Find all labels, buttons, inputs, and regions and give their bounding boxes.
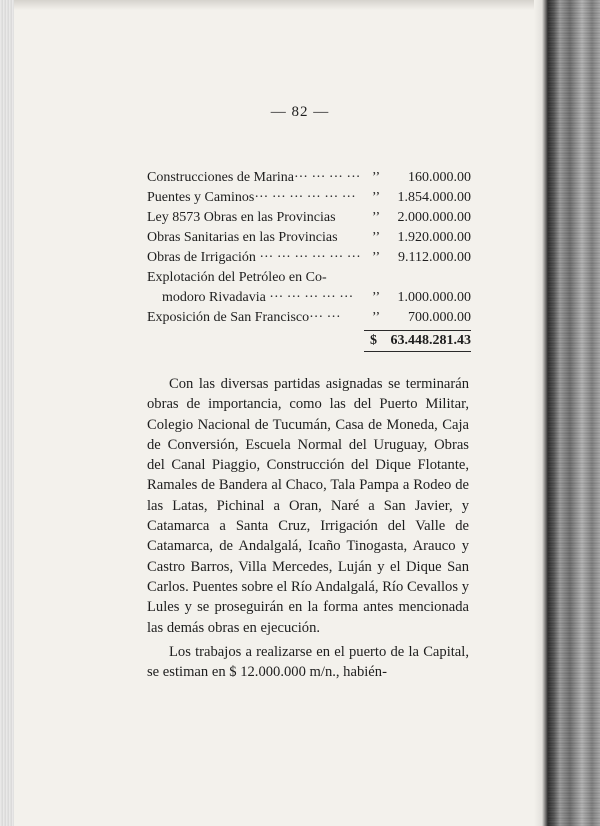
- total-rule-top: [364, 330, 471, 331]
- ledger-ditto-mark: ’’: [371, 190, 381, 205]
- scan-right-texture: [548, 0, 600, 826]
- ledger-ditto-mark: ’’: [371, 230, 381, 245]
- ledger-label: modoro Rivadavia ··· ··· ··· ··· ···: [162, 290, 354, 305]
- ledger-label: Explotación del Petróleo en Co-: [147, 270, 327, 285]
- ledger-row: [147, 268, 471, 288]
- ledger-row: [147, 208, 471, 228]
- scan-top-edge: [14, 0, 534, 10]
- ledger-label: Exposición de San Francisco··· ···: [147, 310, 341, 325]
- ledger-label: Obras de Irrigación ··· ··· ··· ··· ··· ···: [147, 250, 361, 265]
- body-text: [147, 374, 469, 686]
- ledger-amount: 9.112.000.00: [398, 250, 471, 265]
- ledger-ditto-mark: ’’: [371, 170, 381, 185]
- ledger-row: [147, 228, 471, 248]
- total-rule-bottom: [364, 351, 471, 352]
- ledger-label: Construcciones de Marina··· ··· ··· ···: [147, 170, 361, 185]
- ledger-row: [147, 288, 471, 308]
- ledger-row: [147, 308, 471, 328]
- scan-left-edge: [0, 0, 14, 826]
- ledger-row: [147, 188, 471, 208]
- ledger-label: Ley 8573 Obras en las Provincias: [147, 210, 336, 225]
- ledger-amount: 1.000.000.00: [397, 290, 471, 305]
- paragraph: Con las diversas partidas asignadas se terminarán obras de importancia, como las del Puerto Militar, Colegio Nacional de Tucumán, Casa de Moneda, Caja de Conversión, Escuela Normal del Uruguay, Obras del Canal Piaggio, Construcción del Dique Flotante, Ramales de Bandera al Chaco, Tala Pampa a Rodeo de las Latas, Pichinal a Oran, Naré a San Javier, y Catamarca a Santa Cruz, Irrigación del Valle de Catamarca, de Andalgalá, Icaño Tinogasta, Arauco y Castro Barros, Villa Mercedes, Luján y el Dique San Carlos. Puentes sobre el Río Andalgalá, Río Cevallos y Lules y se proseguirán en la forma antes mencionada las demás obras en ejecución.: [147, 376, 469, 636]
- budget-ledger: [147, 168, 471, 352]
- ledger-label: Puentes y Caminos··· ··· ··· ··· ··· ···: [147, 190, 356, 205]
- ledger-ditto-mark: ’’: [371, 310, 381, 325]
- ledger-ditto-mark: ’’: [371, 250, 381, 265]
- ledger-amount: 2.000.000.00: [397, 210, 471, 225]
- ledger-total-row: [147, 330, 471, 352]
- page-number: — 82 —: [270, 104, 330, 120]
- total-currency: $: [370, 333, 377, 348]
- ledger-label: Obras Sanitarias en las Provincias: [147, 230, 338, 245]
- ledger-amount: 160.000.00: [408, 170, 471, 185]
- ledger-ditto-mark: ’’: [371, 210, 381, 225]
- ledger-amount: 1.920.000.00: [397, 230, 471, 245]
- paragraph: Los trabajos a realizarse en el puerto de la Capital, se estiman en $ 12.000.000 m/n., habién-: [147, 643, 469, 681]
- ledger-ditto-mark: ’’: [371, 290, 381, 305]
- ledger-row: [147, 168, 471, 188]
- total-amount: 63.448.281.43: [390, 333, 471, 348]
- ledger-row: [147, 248, 471, 268]
- ledger-amount: 700.000.00: [408, 310, 471, 325]
- ledger-amount: 1.854.000.00: [397, 190, 471, 205]
